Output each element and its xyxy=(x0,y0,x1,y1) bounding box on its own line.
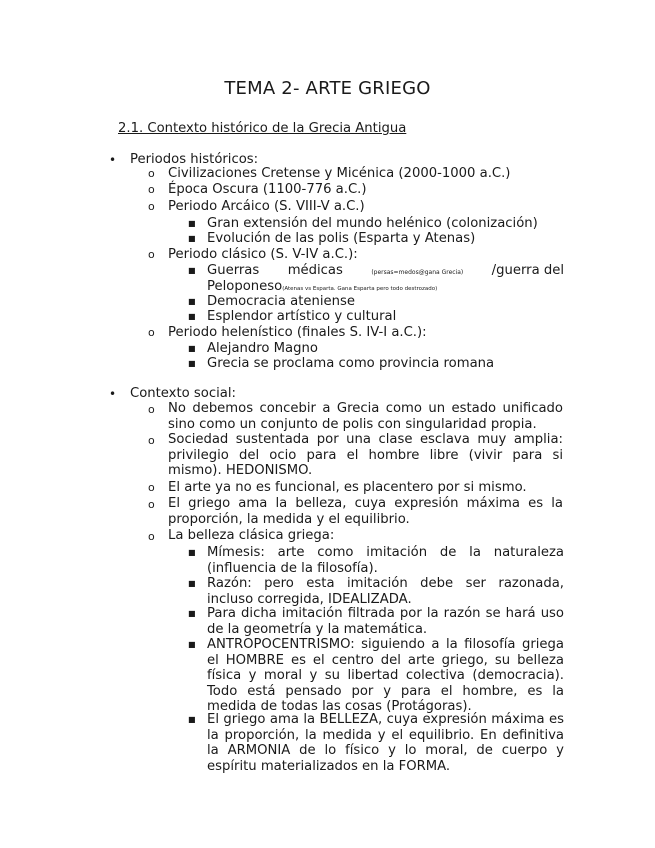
item-esplendor: Esplendor artístico y cultural xyxy=(207,309,397,324)
bullet-social: • xyxy=(109,387,117,401)
medicas-word: médicas xyxy=(287,263,343,278)
guerras-tail: /guerra del xyxy=(491,263,564,278)
bullet-polis: ■ xyxy=(188,234,196,243)
bullet-belleza: o xyxy=(148,498,155,511)
item-clase-esclava: Sociedad sustentada por una clase esclava muy amplia: privilegio del ocio para el hombre libre (vivir para si mismo). HEDONISMO. xyxy=(168,432,563,479)
item-razon: Razón: pero esta imitación debe ser razonada, incluso corregida, IDEALIZADA. xyxy=(207,576,564,607)
item-antropocentrismo: ANTROPOCENTRISMO: siguiendo a la filosofía griega el HOMBRE es el centro del arte griego, su belleza física y moral y su libertad colectiva (democracia). Todo está pensado por y para el hombre, es la medida de todas las cosas (Protágoras). xyxy=(207,637,564,715)
item-estado-unificado: No debemos concebir a Grecia como un estado unificado sino como un conjunto de polis con singularidad propia. xyxy=(168,401,563,432)
item-civilizaciones: Civilizaciones Cretense y Micénica (2000-1000 a.C.) xyxy=(168,166,511,181)
peloponeso-note: (Atenas vs Esparta. Gana Esparta pero todo destrozado) xyxy=(282,286,438,292)
item-ama-belleza: El griego ama la belleza, cuya expresión máxima es la proporción, la medida y el equilibrio. xyxy=(168,496,563,527)
page-title: TEMA 2- ARTE GRIEGO xyxy=(224,78,431,99)
bullet-periodos: • xyxy=(109,153,117,167)
bullet-geometria: ■ xyxy=(188,609,196,618)
bullet-belleza-clasica: o xyxy=(148,530,155,543)
peloponeso-word: Peloponeso xyxy=(207,279,283,294)
bullet-antropocentrismo: ■ xyxy=(188,640,196,649)
bullet-esplendor: ■ xyxy=(188,312,196,321)
item-arte-funcional: El arte ya no es funcional, es placentero por si mismo. xyxy=(168,480,527,495)
item-colonizacion: Gran extensión del mundo helénico (colonización) xyxy=(207,216,538,231)
bullet-civilizaciones: o xyxy=(148,167,155,180)
bullet-arcaico: o xyxy=(148,200,155,213)
item-belleza-clasica: La belleza clásica griega: xyxy=(168,528,335,543)
guerras-word: Guerras xyxy=(207,263,260,278)
item-provincia-romana: Grecia se proclama como provincia romana xyxy=(207,356,495,371)
item-polis: Evolución de las polis (Esparta y Atenas) xyxy=(207,231,476,246)
bullet-democracia: ■ xyxy=(188,297,196,306)
item-geometria: Para dicha imitación filtrada por la razón se hará uso de la geometría y la matemática. xyxy=(207,606,564,637)
bullet-epoca-oscura: o xyxy=(148,183,155,196)
item-alejandro: Alejandro Magno xyxy=(207,341,318,356)
item-clasico: Periodo clásico (S. V-IV a.C.): xyxy=(168,247,358,262)
item-guerras-medicas xyxy=(207,263,564,281)
bullet-armonia: ■ xyxy=(188,715,196,724)
bullet-funcional: o xyxy=(148,481,155,494)
bullet-helenistico: o xyxy=(148,326,155,339)
bullet-colonizacion: ■ xyxy=(188,219,196,228)
bullet-mimesis: ■ xyxy=(188,548,196,557)
guerras-note: (persas=medos@gana Grecia) xyxy=(371,269,464,276)
bullet-guerras: ■ xyxy=(188,266,196,275)
item-helenistico: Periodo helenístico (finales S. IV-I a.C.): xyxy=(168,325,427,340)
item-democracia: Democracia ateniense xyxy=(207,294,355,309)
item-armonia: El griego ama la BELLEZA, cuya expresión máxima es la proporción, la medida y el equilibrio. En definitiva la ARMONIA de lo físico y lo moral, de cuerpo y espíritu materializados en la FORMA. xyxy=(207,712,564,774)
bullet-razon: ■ xyxy=(188,579,196,588)
item-arcaico: Periodo Arcáico (S. VIII-V a.C.) xyxy=(168,199,365,214)
social-label: Contexto social: xyxy=(130,386,236,401)
bullet-estado: o xyxy=(148,403,155,416)
bullet-alejandro: ■ xyxy=(188,344,196,353)
item-epoca-oscura: Época Oscura (1100-776 a.C.) xyxy=(168,182,367,197)
bullet-provincia-romana: ■ xyxy=(188,359,196,368)
section-heading: 2.1. Contexto histórico de la Grecia Antigua xyxy=(118,121,407,136)
periodos-label: Periodos históricos: xyxy=(130,152,259,167)
item-mimesis: Mímesis: arte como imitación de la naturaleza (influencia de la filosofía). xyxy=(207,545,564,576)
bullet-esclava: o xyxy=(148,434,155,447)
bullet-clasico: o xyxy=(148,248,155,261)
